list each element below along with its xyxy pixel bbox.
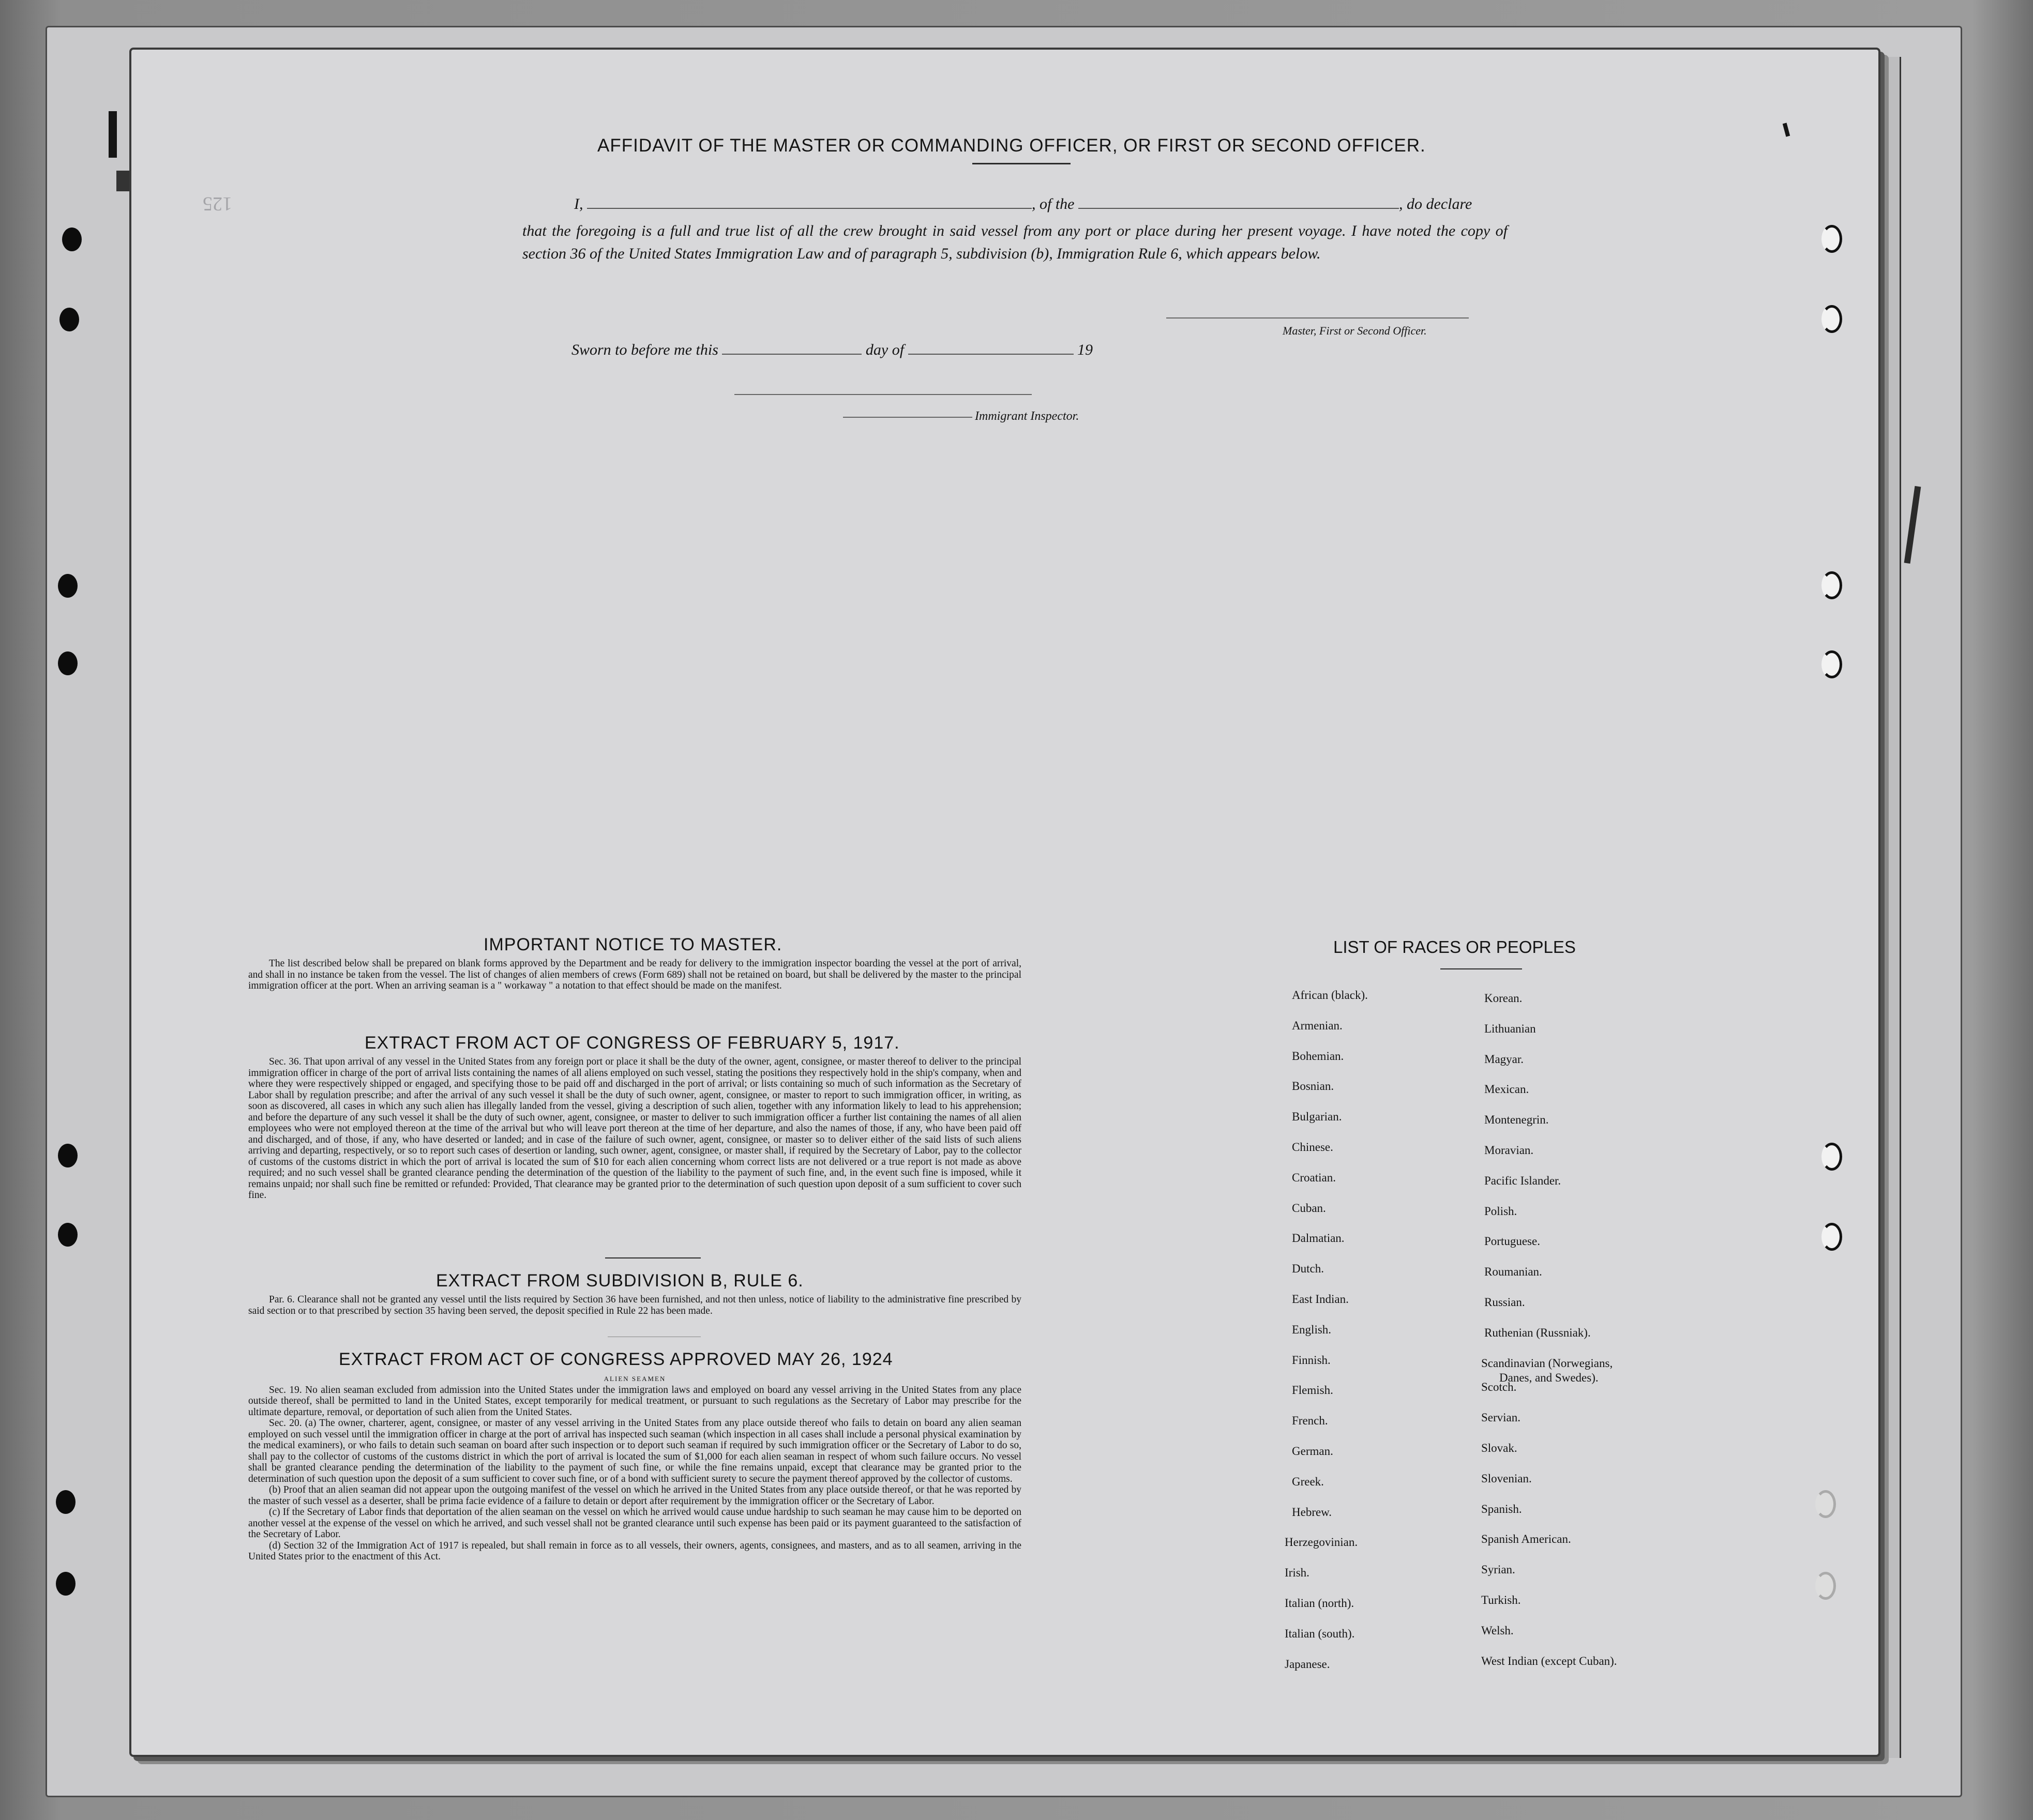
race-entry: Chinese. bbox=[1292, 1141, 1333, 1154]
notice-title: IMPORTANT NOTICE TO MASTER. bbox=[484, 935, 782, 954]
race-entry: French. bbox=[1292, 1414, 1328, 1427]
sworn-month-field[interactable] bbox=[908, 354, 1074, 355]
sec-36-text: Sec. 36. That upon arrival of any vessel in the United States from any foreign port or place it shall be the duty of the owner, agent, consignee, or master thereof to deliver to the principal immigration officer in charge of the port of arrival lists containing the names of all aliens employed on such vessel, stating the positions they respectively hold in the ship's company, when and where they were respectively shipped or engaged, and specifying those to be paid off and discharged in the port of arrival; or lists containing so much of such information as the Secretary of Labor shall by regulation prescribe; and after the arrival of any such vessel it shall be the duty of such owner, agent, consignee, or master to report to such immigration officer, in writing, as soon as discovered, all cases in which any such alien has illegally landed from the vessel, giving a description of such alien, together with any information likely to lead to his apprehension; and before the departure of any such vessel it shall be the duty of such owner, agent, consignee, or master to deliver to such immigration officer a further list containing the names of all alien employees who were not employed thereon at the time of the arrival but who will leave port thereon at the time of her departure, and also the names of those, if any, who have been paid off and discharged, and of those, if any, who have deserted or landed; and in case of the failure of such owner, agent, consignee, or master so to deliver either of the said lists of such aliens arriving and departing, respectively, or so to report such cases of desertion or landing, such owner, agent, consignee, or master shall, if required by the Secretary of Labor, pay to the collector of customs of the customs district in which the port of arrival is located the sum of $10 for each alien concerning whom correct lists are not delivered or a true report is not made as above required; and no such vessel shall be granted clearance pending the determination of the question of the liability to the payment of such fine, and, in the event such fine is imposed, while it remains unpaid; nor shall such fine be remitted or refunded: Provided, That clearance may be granted prior to the determination of such question upon deposit of a sum sufficient to cover such fine. bbox=[248, 1056, 1021, 1201]
extract-rule6-body bbox=[248, 1294, 1021, 1316]
race-entry: Dalmatian. bbox=[1292, 1232, 1345, 1245]
section-divider bbox=[605, 1257, 701, 1258]
race-entry: Welsh. bbox=[1481, 1624, 1514, 1637]
race-entry: Portuguese. bbox=[1484, 1235, 1540, 1248]
affidavit-declaration-line bbox=[574, 195, 1472, 213]
race-entry: Roumanian. bbox=[1484, 1265, 1542, 1278]
race-entry: Bohemian. bbox=[1292, 1050, 1344, 1063]
binder-hole bbox=[58, 1144, 78, 1167]
affidavit-body: that the foregoing is a full and true list of all the crew brought in said vessel from any port or place during her present voyage. I have noted the copy of section 36 of the United States Immigration Law and of paragraph 5, subdivision (b), Immigration Rule 6, which appears below. bbox=[522, 222, 1508, 262]
binder-hole bbox=[1821, 1143, 1842, 1171]
binder-hole bbox=[1815, 1572, 1836, 1600]
race-entry: Irish. bbox=[1285, 1566, 1309, 1579]
alien-seamen-subtitle: ALIEN SEAMEN bbox=[604, 1375, 666, 1383]
race-entry: English. bbox=[1292, 1323, 1332, 1336]
declarant-label: I, bbox=[574, 195, 583, 213]
binder-hole bbox=[1815, 1490, 1836, 1518]
race-entry: Spanish. bbox=[1481, 1503, 1522, 1515]
race-entry: Scotch. bbox=[1481, 1381, 1517, 1393]
race-entry: West Indian (except Cuban). bbox=[1481, 1655, 1617, 1667]
race-entry: Magyar. bbox=[1484, 1053, 1524, 1066]
race-entry: Spanish American. bbox=[1481, 1533, 1571, 1545]
extract-rule6-title: EXTRACT FROM SUBDIVISION B, RULE 6. bbox=[436, 1271, 804, 1291]
tab-mark bbox=[109, 111, 117, 158]
binder-hole bbox=[58, 574, 78, 598]
do-declare-label: , do declare bbox=[1399, 195, 1472, 213]
binder-hole bbox=[1821, 650, 1842, 678]
extract-1917-title: EXTRACT FROM ACT OF CONGRESS OF FEBRUARY 5, 1917. bbox=[365, 1033, 900, 1053]
officer-name-field[interactable] bbox=[587, 208, 1032, 209]
binder-hole bbox=[56, 1490, 76, 1514]
affidavit-title: AFFIDAVIT OF THE MASTER OR COMMANDING OFFICER, OR FIRST OR SECOND OFFICER. bbox=[597, 135, 1426, 156]
races-title: LIST OF RACES OR PEOPLES bbox=[1333, 937, 1576, 957]
race-entry: Pacific Islander. bbox=[1484, 1174, 1561, 1187]
year-label: 19 bbox=[1077, 341, 1093, 358]
sec-20b-text: (b) Proof that an alien seaman did not appear upon the outgoing manifest of the vessel on which he arrived in the United States from any place outside thereof, or that he was reported by the master of such vessel as a deserter, shall be prima facie evidence of a failure to detain or deport after requirement by the immigration officer or the Secretary of Labor. bbox=[248, 1484, 1021, 1507]
sec-20a-text: Sec. 20. (a) The owner, charterer, agent, consignee, or master of any vessel arriving in the United States from any place outside thereof who fails to detain on board any alien seaman employed on such vessel until the immigration officer in charge at the port of arrival has inspected such seaman (which inspection in all cases shall include a personal physical examination by the medical examiners), or who fails to detain such seaman on board after such inspection or to deport such seaman if required by such immigration officer or the Secretary of Labor to do so, shall pay to the collector of customs of the customs district in which the port of arrival is located the sum of $1,000 for each alien seaman in respect of whom such failure occurs. No vessel shall be granted clearance pending the determination of the liability to the payment of such fine, or while the fine remains unpaid, except that clearance may be granted prior to the determination of such question upon the deposit of a sum sufficient to cover such fine, or of a bond with sufficient surety to secure the payment thereof approved by the collector of customs. bbox=[248, 1418, 1021, 1484]
race-entry: Moravian. bbox=[1484, 1144, 1534, 1157]
race-entry: Slovenian. bbox=[1481, 1472, 1532, 1485]
notice-body bbox=[248, 958, 1021, 992]
binder-hole bbox=[58, 651, 78, 675]
race-entry: Turkish. bbox=[1481, 1594, 1521, 1606]
race-entry: Danes, and Swedes). bbox=[1499, 1371, 1599, 1384]
tab-mark bbox=[116, 171, 130, 191]
margin-number: 125 bbox=[203, 193, 232, 215]
race-entry: Lithuanian bbox=[1484, 1022, 1536, 1035]
race-entry: Cuban. bbox=[1292, 1202, 1326, 1215]
race-entry: Hebrew. bbox=[1292, 1506, 1332, 1519]
races-title-underline bbox=[1440, 968, 1522, 969]
race-entry: Japanese. bbox=[1285, 1658, 1330, 1671]
sec-20d-text: (d) Section 32 of the Immigration Act of 1917 is repealed, but shall remain in force as to all vessels, their owners, agents, consignees, and masters, and as to all seamen, arriving in the United States prior to the enactment of this Act. bbox=[248, 1540, 1021, 1562]
par-6-text: Par. 6. Clearance shall not be granted any vessel until the lists required by Section 36 have been furnished, and not then unless, notice of liability to the administrative fine prescribed by said section or to that prescribed by section 35 having been served, the deposit specified in Rule 22 has been made. bbox=[248, 1294, 1021, 1316]
race-entry: Syrian. bbox=[1481, 1563, 1515, 1576]
binder-hole bbox=[1821, 225, 1842, 253]
race-entry: Greek. bbox=[1292, 1475, 1324, 1488]
race-entry: Italian (south). bbox=[1285, 1627, 1355, 1640]
sec-19-text: Sec. 19. No alien seaman excluded from admission into the United States under the immigration laws and employed on board any vessel arriving in the United States from any place outside thereof, shall be permitted to land in the United States, except temporarily for medical treatment, or pursuant to such regulations as the Secretary of Labor may prescribe for the ultimate departure, removal, or deportation of such alien from the United States. bbox=[248, 1384, 1021, 1418]
signature-line[interactable] bbox=[1166, 317, 1469, 318]
title-underline bbox=[972, 163, 1071, 164]
inspector-signature-line[interactable] bbox=[734, 394, 1032, 395]
inspector-line-short bbox=[843, 417, 972, 418]
binder-hole bbox=[59, 308, 79, 331]
race-entry: Flemish. bbox=[1292, 1384, 1333, 1397]
binder-hole bbox=[56, 1572, 76, 1596]
of-the-label: , of the bbox=[1032, 195, 1075, 213]
extract-1924-title: EXTRACT FROM ACT OF CONGRESS APPROVED MAY 26, 1924 bbox=[339, 1349, 893, 1369]
binder-hole bbox=[1821, 571, 1842, 599]
sworn-line bbox=[571, 341, 1093, 359]
notice-text: The list described below shall be prepared on blank forms approved by the Department and be ready for delivery to the immigration inspector boarding the vessel at the port of arrival, and shall in no instance be taken from the vessel. The list of changes of alien members of crews (Form 689) shall not be retained on board, but shall be delivered by the master to the principal immigration officer at the port. When an arriving seaman is a " workaway " a notation to that effect should be made on the manifest. bbox=[248, 958, 1021, 991]
day-of-label: day of bbox=[865, 341, 905, 358]
race-entry: Bulgarian. bbox=[1292, 1110, 1342, 1123]
binder-hole bbox=[1821, 305, 1842, 333]
race-entry: Korean. bbox=[1484, 992, 1523, 1005]
sec-20c-text: (c) If the Secretary of Labor finds that deportation of the alien seaman on the vessel on which he arrived would cause undue hardship to such seaman he may cause him to be deported on another vessel at the expense of the vessel on which he arrived, and such vessel shall not be granted clearance until such expense has been paid or its payment guaranteed to the satisfaction of the Secretary of Labor. bbox=[248, 1507, 1021, 1540]
race-entry: Russian. bbox=[1484, 1296, 1525, 1309]
page-stack-edge bbox=[1883, 57, 1901, 1758]
race-entry: Montenegrin. bbox=[1484, 1113, 1549, 1126]
extract-1924-body bbox=[248, 1373, 1021, 1563]
race-entry: Servian. bbox=[1481, 1411, 1521, 1424]
binder-hole bbox=[58, 1223, 78, 1247]
race-entry: East Indian. bbox=[1292, 1293, 1349, 1306]
race-entry: Croatian. bbox=[1292, 1171, 1336, 1184]
extract-1917-body bbox=[248, 1056, 1021, 1201]
race-entry: Herzegovinian. bbox=[1285, 1536, 1358, 1549]
binder-hole bbox=[62, 228, 82, 251]
inspector-label: Immigrant Inspector. bbox=[975, 410, 1079, 423]
race-entry: German. bbox=[1292, 1445, 1333, 1458]
sworn-label: Sworn to before me this bbox=[571, 341, 718, 358]
binder-hole bbox=[1821, 1223, 1842, 1251]
race-entry: Bosnian. bbox=[1292, 1080, 1334, 1093]
vessel-name-field[interactable] bbox=[1078, 208, 1399, 209]
race-entry: Dutch. bbox=[1292, 1262, 1324, 1275]
race-entry: Armenian. bbox=[1292, 1019, 1343, 1032]
race-entry: Slovak. bbox=[1481, 1442, 1517, 1454]
signatory-label: Master, First or Second Officer. bbox=[1283, 324, 1427, 337]
race-entry: Mexican. bbox=[1484, 1083, 1529, 1096]
race-entry: Ruthenian (Russniak). bbox=[1484, 1326, 1591, 1339]
race-entry: Italian (north). bbox=[1285, 1597, 1354, 1610]
sworn-day-field[interactable] bbox=[722, 354, 862, 355]
race-entry: Polish. bbox=[1484, 1205, 1517, 1218]
race-entry: Finnish. bbox=[1292, 1354, 1331, 1367]
race-entry: African (black). bbox=[1292, 989, 1368, 1002]
race-entry: Scandinavian (Norwegians, bbox=[1481, 1357, 1613, 1370]
